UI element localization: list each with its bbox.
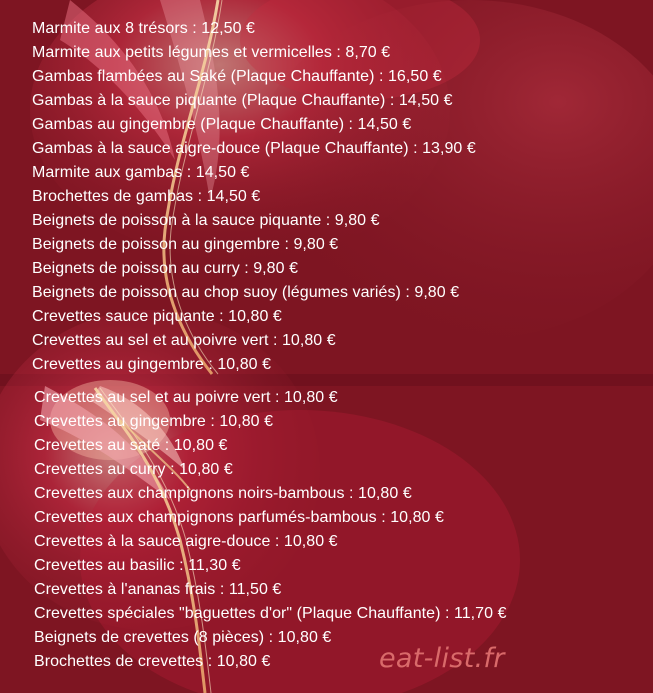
menu-item: Crevettes au gingembre : 10,80 € [32,356,272,373]
menu-item: Crevettes au curry : 10,80 € [34,461,233,478]
menu-section-1 [0,17,653,377]
menu-item: Beignets de poisson au gingembre : 9,80 € [32,236,339,253]
menu-section-2 [0,386,653,674]
menu-item: Crevettes spéciales "baguettes d'or" (Plaque Chauffante) : 11,70 € [34,605,507,622]
menu-item: Crevettes à la sauce aigre-douce : 10,80 € [34,533,338,550]
menu-item: Crevettes au gingembre : 10,80 € [34,413,274,430]
menu-item: Gambas au gingembre (Plaque Chauffante) : 14,50 € [32,116,412,133]
menu-item: Crevettes au sel et au poivre vert : 10,80 € [34,389,338,406]
watermark-text: eat-list.fr [379,643,505,674]
menu-item: Crevettes à l'ananas frais : 11,50 € [34,581,282,598]
menu-item: Crevettes au basilic : 11,30 € [34,557,241,574]
menu-item: Gambas flambées au Saké (Plaque Chauffante) : 16,50 € [32,68,442,85]
menu-item: Marmite aux 8 trésors : 12,50 € [32,20,255,37]
menu-item: Brochettes de crevettes : 10,80 € [34,653,271,670]
menu-item: Brochettes de gambas : 14,50 € [32,188,261,205]
menu-item: Marmite aux petits légumes et vermicelles : 8,70 € [32,44,391,61]
menu-item: Beignets de crevettes (8 pièces) : 10,80 € [34,629,332,646]
menu-item: Crevettes sauce piquante : 10,80 € [32,308,282,325]
menu-item: Crevettes au sel et au poivre vert : 10,80 € [32,332,336,349]
menu-item: Gambas à la sauce piquante (Plaque Chauffante) : 14,50 € [32,92,453,109]
menu-item: Crevettes aux champignons parfumés-bambous : 10,80 € [34,509,444,526]
menu-item: Beignets de poisson à la sauce piquante : 9,80 € [32,212,380,229]
menu-item: Gambas à la sauce aigre-douce (Plaque Chauffante) : 13,90 € [32,140,476,157]
menu-item: Crevettes aux champignons noirs-bambous : 10,80 € [34,485,412,502]
menu-item: Beignets de poisson au curry : 9,80 € [32,260,299,277]
menu-item: Crevettes au saté : 10,80 € [34,437,228,454]
menu-item: Beignets de poisson au chop suoy (légumes variés) : 9,80 € [32,284,460,301]
menu-item: Marmite aux gambas : 14,50 € [32,164,250,181]
